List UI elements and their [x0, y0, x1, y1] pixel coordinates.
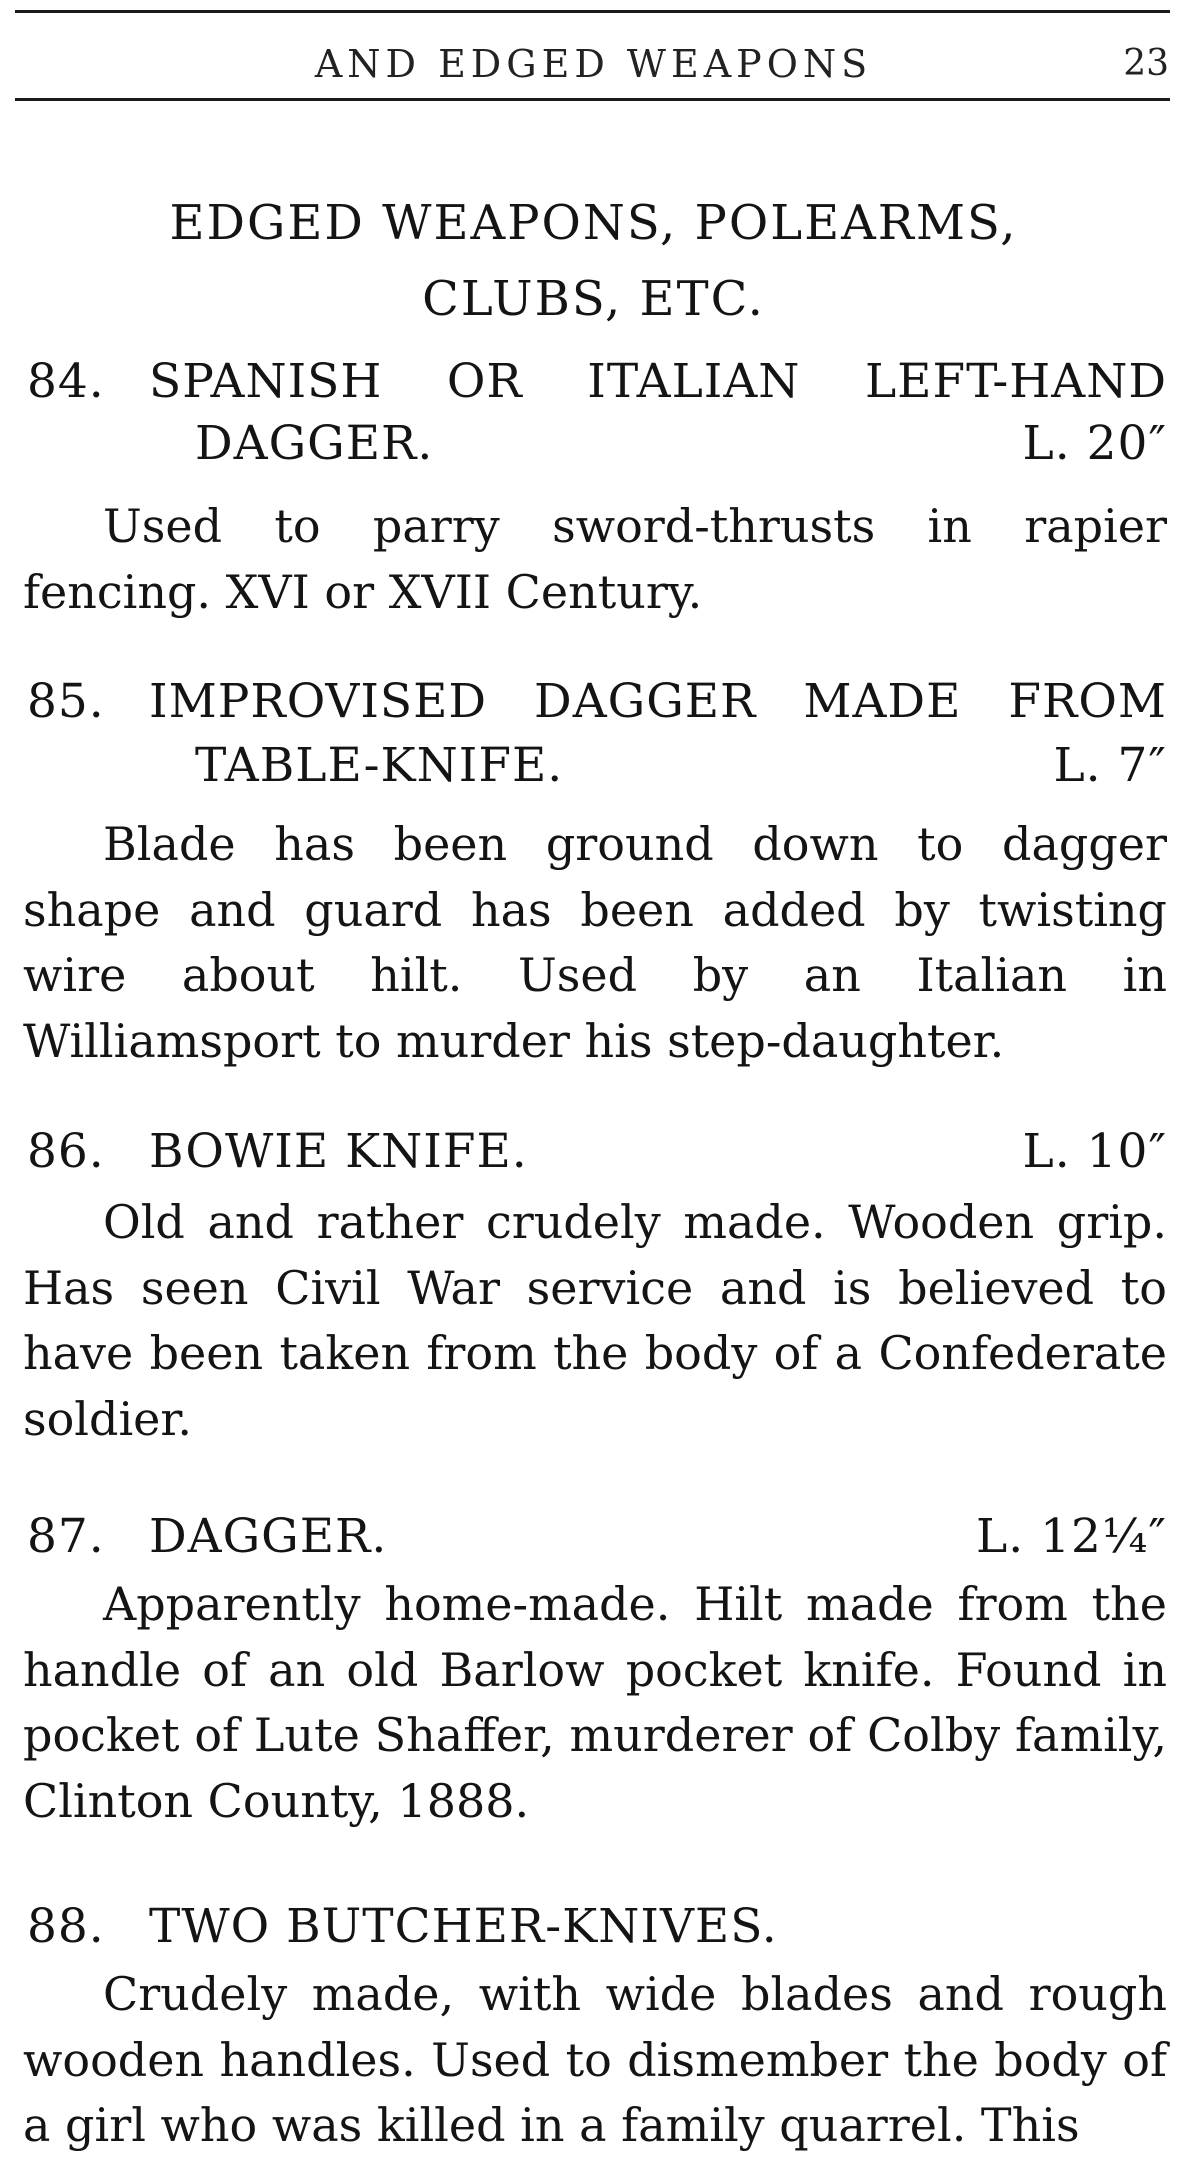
entry-title: SPANISH OR ITALIAN LEFT-HAND [149, 354, 1167, 409]
entry-85-title-line-1 [27, 672, 1167, 732]
entry-87-description: Apparently home-made. Hilt made from the handle of an old Barlow pocket knife. Found in pocket of Lute Shaffer, murderer of Colby family, Clinton County, 1888. [23, 1577, 1167, 1828]
entry-number: 84. [27, 354, 105, 409]
entry-85-title-line-2 [195, 736, 1167, 796]
entry-number: 85. [27, 674, 105, 729]
entry-84-title-line-1 [27, 352, 1167, 412]
entry-86-title-line [27, 1122, 1167, 1182]
section-heading-line-1: EDGED WEAPONS, POLEARMS, [169, 195, 1018, 251]
entry-title: BOWIE KNIFE. [149, 1124, 528, 1179]
page-number: 23 [1123, 43, 1169, 84]
entry-length: L. 20″ [1022, 416, 1167, 471]
entry-title-continued: TABLE-KNIFE. [195, 738, 564, 793]
entry-number: 86. [27, 1124, 105, 1179]
entry-title: TWO BUTCHER-KNIVES. [149, 1899, 778, 1954]
entry-85-description: Blade has been ground down to dagger shape and guard has been added by twisting wire about hilt. Used by an Italian in Williamsport to murder his step-daughter. [23, 817, 1167, 1068]
header-top-rule [15, 10, 1170, 13]
entry-86-description: Old and rather crudely made. Wooden grip. Has seen Civil War service and is believed to have been taken from the body of a Confederate soldier. [23, 1195, 1167, 1446]
header-bottom-rule [15, 98, 1170, 101]
section-heading-line-2: CLUBS, ETC. [422, 271, 765, 327]
entry-number: 88. [27, 1899, 105, 1954]
entry-84-title-line-2 [195, 414, 1167, 474]
section-heading [0, 185, 1187, 337]
entry-title: IMPROVISED DAGGER MADE FROM [149, 674, 1167, 729]
entry-number: 87. [27, 1509, 105, 1564]
entry-title: DAGGER. [149, 1509, 388, 1564]
running-title: AND EDGED WEAPONS [314, 42, 873, 86]
entry-heading [27, 1507, 387, 1567]
entry-length: L. 7″ [1053, 738, 1167, 793]
entry-length: L. 10″ [1022, 1124, 1167, 1179]
entry-87-title-line [27, 1507, 1167, 1567]
entry-84-description: Used to parry sword-thrusts in rapier fencing. XVI or XVII Century. [23, 499, 1167, 619]
entry-title-continued: DAGGER. [195, 416, 434, 471]
entry-88-description: Crudely made, with wide blades and rough wooden handles. Used to dismember the body of a girl who was killed in a family quarrel. This [23, 1967, 1167, 2152]
entry-heading [27, 1122, 528, 1182]
entry-length: L. 12¼″ [975, 1509, 1167, 1564]
entry-88-title-line [27, 1897, 1167, 1957]
